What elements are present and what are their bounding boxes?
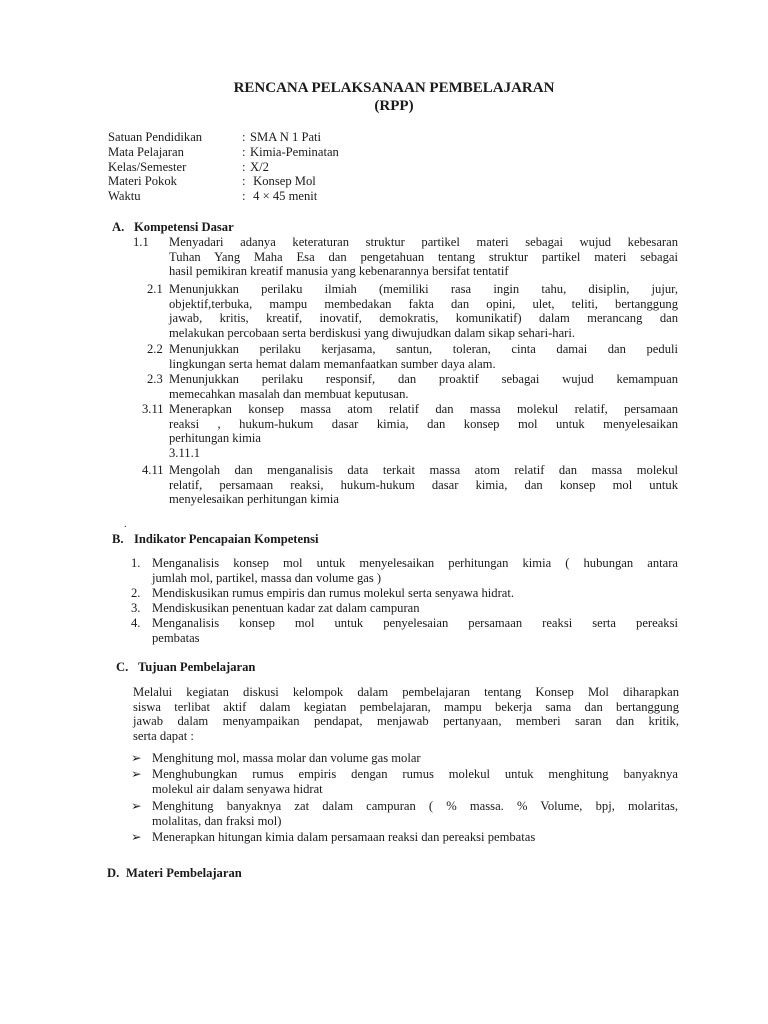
- kd-line: Menyadari adanya keteraturan struktur partikel materi sebagai wujud kebesaran: [169, 235, 678, 249]
- kd-line: menyelesaikan perhitungan kimia: [169, 492, 339, 507]
- meta-label: Mata Pelajaran: [108, 144, 184, 159]
- kd-number: 2.3: [147, 372, 163, 386]
- kd-line: jawab, kritis, kreatif, inovatif, demokratis, komunikatif) dalam merancang dan: [169, 311, 678, 326]
- indicator-item: [152, 616, 678, 645]
- indicator-number: 1.: [131, 556, 141, 570]
- section-a-heading: [112, 220, 234, 235]
- tujuan-line: Menghitung mol, massa molar dan volume gas molar: [152, 751, 421, 765]
- document-subtitle: (RPP): [374, 98, 414, 114]
- indicator-line: Mendiskusikan rumus empiris dan rumus molekul serta senyawa hidrat.: [152, 586, 515, 600]
- kd-number: 2.2: [147, 342, 163, 356]
- indicator-item: [152, 556, 678, 585]
- kd-number: 4.11: [142, 463, 164, 477]
- tujuan-intro: [133, 685, 679, 743]
- meta-row: [108, 160, 339, 175]
- section-letter: A.: [112, 220, 125, 234]
- kd-item: [169, 463, 678, 507]
- indicator-line: jumlah mol, partikel, massa dan volume gas ): [152, 570, 382, 585]
- section-title: Tujuan Pembelajaran: [138, 660, 256, 674]
- indicator-line: pembatas: [152, 630, 200, 645]
- kd-sub-number: 3.11.1: [169, 445, 201, 460]
- tujuan-item: [152, 751, 678, 766]
- tujuan-line: molekul air dalam senyawa hidrat: [152, 781, 323, 796]
- kd-line: reaksi , hukum-hukum dasar kimia, dan konsep mol untuk menyelesaikan: [169, 416, 678, 431]
- kd-line: Menunjukkan perilaku responsif, dan proaktif sebagai wujud kemampuan: [169, 372, 678, 386]
- kd-line: Menunjukkan perilaku kerjasama, santun, toleran, cinta damai dan peduli: [169, 342, 678, 356]
- kd-number: 2.1: [147, 282, 163, 296]
- meta-row: [108, 174, 339, 189]
- meta-row: [108, 130, 339, 145]
- kd-line: Tuhan Yang Maha Esa dan pengetahuan tentang struktur partikel materi sebagai: [169, 249, 678, 264]
- document-title: RENCANA PELAKSANAAN PEMBELAJARAN: [233, 80, 555, 96]
- meta-value: Kimia-Peminatan: [250, 144, 339, 159]
- meta-value: Konsep Mol: [250, 174, 316, 189]
- kd-line: Menerapkan konsep massa atom relatif dan massa molekul relatif, persamaan: [169, 402, 678, 416]
- meta-row: [108, 189, 339, 204]
- indicator-number: 2.: [131, 586, 141, 600]
- indicator-line: Mendiskusikan penentuan kadar zat dalam campuran: [152, 601, 420, 615]
- kd-item: [169, 402, 678, 460]
- meta-colon: :: [242, 189, 246, 204]
- meta-row: [108, 145, 339, 160]
- tujuan-item: [152, 767, 678, 796]
- arrow-bullet-icon: ➢: [131, 767, 142, 781]
- kd-item: [169, 282, 678, 340]
- meta-value: X/2: [250, 159, 269, 174]
- tujuan-item: [152, 799, 678, 828]
- kd-line: melakukan percobaan serta berdiskusi yang diwujudkan dalam sikap sehari-hari.: [169, 325, 576, 340]
- intro-line: jawab dalam menyampaikan pendapat, menjawab pertanyaan, memberi saran dan kritik,: [133, 714, 679, 729]
- kd-line: relatif, persamaan reaksi, hukum-hukum dasar kimia, dan konsep mol untuk: [169, 477, 678, 492]
- kd-number: 1.1: [133, 235, 149, 249]
- section-b-heading: [112, 532, 319, 547]
- kd-line: Menunjukkan perilaku ilmiah (memiliki rasa ingin tahu, disiplin, jujur,: [169, 282, 678, 296]
- stray-dot: .: [124, 519, 127, 530]
- meta-value: 4 × 45 menit: [250, 189, 318, 204]
- meta-label: Satuan Pendidikan: [108, 130, 203, 144]
- arrow-bullet-icon: ➢: [131, 799, 142, 813]
- section-letter: C.: [116, 660, 129, 674]
- meta-label: Materi Pokok: [108, 174, 177, 189]
- meta-label: Waktu: [108, 189, 141, 204]
- meta-colon: :: [242, 159, 246, 174]
- kd-line: hasil pemikiran kreatif manusia yang kebenarannya bersifat tentatif: [169, 264, 509, 279]
- identity-table: [108, 130, 339, 204]
- intro-line: siswa terlibat aktif dalam kegiatan pembelajaran, mampu bekerja sama dan bertanggung: [133, 699, 679, 714]
- arrow-bullet-icon: ➢: [131, 830, 142, 844]
- indicator-line: Menganalisis konsep mol untuk menyelesaikan perhitungan kimia ( hubungan antara: [152, 556, 678, 570]
- tujuan-line: Menghitung banyaknya zat dalam campuran ( % massa. % Volume, bpj, molaritas,: [152, 799, 678, 813]
- kd-number: 3.11: [142, 402, 164, 416]
- kd-item: [169, 372, 678, 401]
- indicator-number: 4.: [131, 616, 141, 630]
- arrow-bullet-icon: ➢: [131, 751, 142, 765]
- kd-item: [169, 342, 678, 371]
- section-title: Kompetensi Dasar: [134, 220, 234, 234]
- meta-colon: :: [242, 144, 246, 159]
- tujuan-line: Menerapkan hitungan kimia dalam persamaan reaksi dan pereaksi pembatas: [152, 830, 536, 844]
- kd-line: Mengolah dan menganalisis data terkait massa atom relatif dan massa molekul: [169, 463, 678, 477]
- indicator-item: [152, 601, 678, 616]
- tujuan-item: [152, 830, 678, 845]
- meta-colon: :: [242, 174, 246, 189]
- kd-line: objektif,terbuka, mampu membedakan fakta dan opini, ulet, teliti, bertanggung: [169, 296, 678, 311]
- section-d-heading: [107, 866, 242, 881]
- section-letter: B.: [112, 532, 124, 546]
- section-title: Materi Pembelajaran: [126, 866, 242, 880]
- tujuan-line: Menghubungkan rumus empiris dengan rumus molekul untuk menghitung banyaknya: [152, 767, 678, 781]
- section-title: Indikator Pencapaian Kompetensi: [134, 532, 319, 546]
- section-letter: D.: [107, 866, 120, 880]
- kd-line: perhitungan kimia: [169, 431, 261, 446]
- indicator-line: Menganalisis konsep mol untuk penyelesaian persamaan reaksi serta pereaksi: [152, 616, 678, 630]
- indicator-item: [152, 586, 678, 601]
- intro-line: serta dapat :: [133, 728, 194, 743]
- meta-colon: :: [242, 130, 246, 144]
- section-c-heading: [116, 660, 255, 675]
- kd-item: [169, 235, 678, 279]
- indicator-number: 3.: [131, 601, 141, 615]
- kd-line: memecahkan masalah dan membuat keputusan.: [169, 386, 409, 401]
- meta-value: SMA N 1 Pati: [250, 130, 322, 144]
- intro-line: Melalui kegiatan diskusi kelompok dalam pembelajaran tentang Konsep Mol diharapkan: [133, 685, 679, 699]
- meta-label: Kelas/Semester: [108, 159, 187, 174]
- tujuan-line: molalitas, dan fraksi mol): [152, 813, 282, 828]
- kd-line: lingkungan serta hemat dalam memanfaatkan sumber daya alam.: [169, 356, 496, 371]
